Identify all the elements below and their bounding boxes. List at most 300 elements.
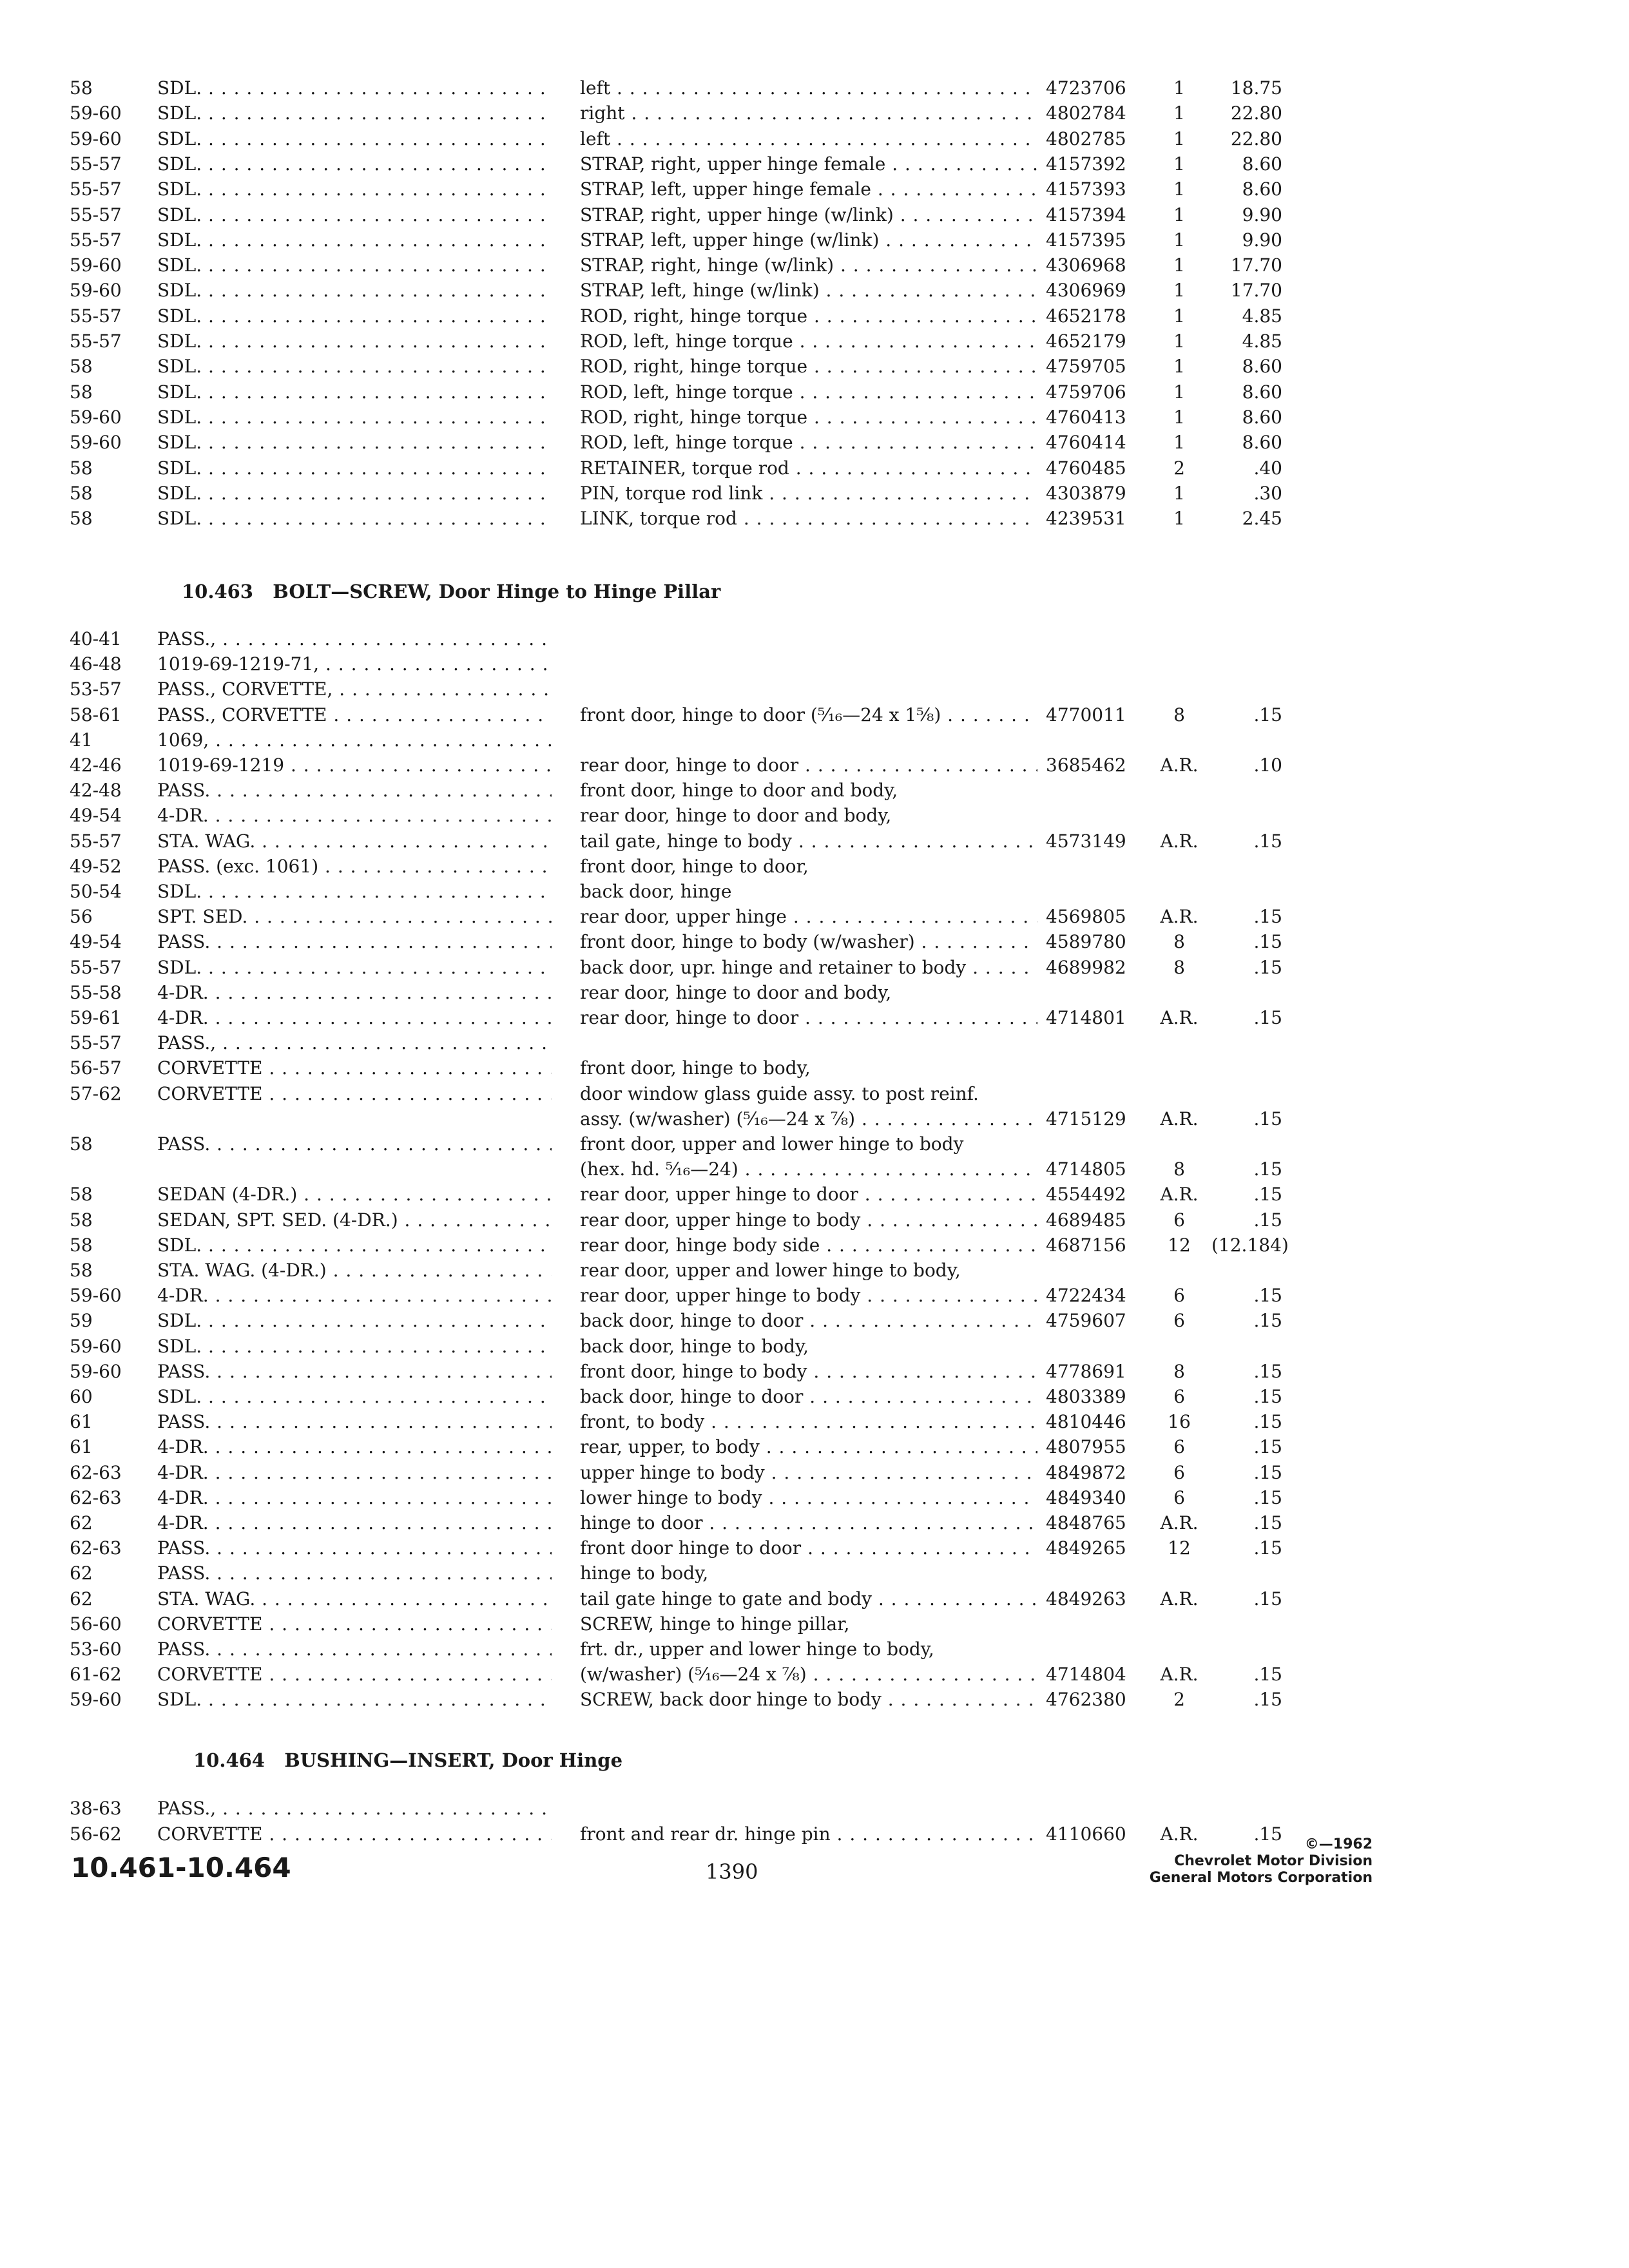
section-10-464-heading	[193, 1747, 622, 1773]
part-number-cell: 4306969	[1046, 280, 1126, 302]
part-number-cell: 4760485	[1046, 457, 1126, 479]
model-cell: PASS. . . .	[157, 778, 552, 803]
quantity-cell: A.R.	[1160, 1007, 1199, 1028]
year-cell: 59-60	[70, 280, 122, 302]
model-cell: SDL. . . .	[157, 955, 552, 981]
model-cell: SDL. . . .	[157, 101, 552, 126]
year-cell: 50-54	[70, 881, 122, 902]
price-cell: .15	[1253, 1108, 1282, 1129]
part-number-cell: 4849265	[1046, 1537, 1126, 1559]
description-cell: front and rear dr. hinge pin . . .	[580, 1821, 1037, 1847]
year-cell: 55-57	[70, 305, 122, 327]
model-cell: PASS. . . .	[157, 1409, 552, 1435]
description-cell: rear door, upper hinge . . .	[580, 904, 1037, 930]
year-cell: 55-57	[70, 331, 122, 352]
quantity-cell: 1	[1173, 406, 1185, 428]
year-cell: 61	[70, 1436, 93, 1458]
description-cell: rear door, upper hinge to door . . .	[580, 1182, 1037, 1207]
price-cell: 2.45	[1242, 508, 1282, 530]
year-cell: 53-57	[70, 678, 122, 700]
description-cell: STRAP, right, hinge (w/link) . . .	[580, 253, 1037, 278]
description-cell: STRAP, left, upper hinge (w/link) . . .	[580, 227, 1037, 253]
model-cell: PASS. . . .	[157, 1359, 552, 1385]
quantity-cell: 8	[1173, 704, 1185, 726]
description-cell: upper hinge to body . . .	[580, 1460, 1037, 1486]
description-cell: tail gate, hinge to body . . .	[580, 829, 1037, 854]
price-cell: 9.90	[1242, 229, 1282, 251]
model-cell: 4-DR. . . .	[157, 1510, 552, 1536]
publisher-corporation: General Motors Corporation	[1149, 1870, 1373, 1886]
table-row	[0, 1131, 1629, 1157]
year-cell: 61	[70, 1411, 93, 1433]
description-cell: LINK, torque rod . . .	[580, 506, 1037, 532]
quantity-cell: 2	[1173, 1689, 1185, 1711]
price-cell: .15	[1253, 1486, 1282, 1508]
price-cell: .15	[1253, 956, 1282, 978]
model-cell: PASS., . . .	[157, 1030, 552, 1056]
table-row	[0, 1485, 1629, 1511]
quantity-cell: 1	[1173, 128, 1185, 149]
price-cell: .15	[1253, 1689, 1282, 1711]
model-cell: 4-DR. . . .	[157, 1005, 552, 1031]
year-cell: 58	[70, 381, 93, 403]
description-cell: front door, hinge to body . . .	[580, 1359, 1037, 1385]
model-cell: STA. WAG. . . .	[157, 829, 552, 854]
description-cell: PIN, torque rod link . . .	[580, 481, 1037, 506]
price-cell: .30	[1253, 482, 1282, 504]
part-number-cell: 4239531	[1046, 508, 1126, 530]
part-number-cell: 4689982	[1046, 956, 1126, 978]
part-number-cell: 4303879	[1046, 482, 1126, 504]
year-cell: 55-57	[70, 229, 122, 251]
table-row	[0, 1510, 1629, 1536]
table-row	[0, 702, 1629, 728]
table-row	[0, 1821, 1629, 1847]
price-cell: 8.60	[1242, 381, 1282, 403]
year-cell: 49-52	[70, 855, 122, 877]
model-cell: SDL. . . .	[157, 506, 552, 532]
model-cell: SPT. SED. . . .	[157, 904, 552, 930]
table-row	[0, 1005, 1629, 1031]
table-row	[0, 1157, 1629, 1182]
model-cell: 4-DR. . . .	[157, 1460, 552, 1486]
table-row	[0, 101, 1629, 126]
description-cell: ROD, right, hinge torque . . .	[580, 303, 1037, 329]
table-row	[0, 1258, 1629, 1283]
model-cell: STA. WAG. . . .	[157, 1586, 552, 1612]
price-cell: .15	[1253, 1184, 1282, 1206]
year-cell: 38-63	[70, 1798, 122, 1819]
description-cell: lower hinge to body . . .	[580, 1485, 1037, 1511]
model-cell: PASS., CORVETTE . . .	[157, 702, 552, 728]
model-cell: STA. WAG. (4-DR.) . . .	[157, 1258, 552, 1283]
year-cell: 59-60	[70, 1689, 122, 1711]
year-cell: 42-46	[70, 754, 122, 776]
description-cell: assy. (w/washer) (⁵⁄₁₆—24 x ⁷⁄₈) . . .	[580, 1106, 1037, 1132]
part-number-cell: 4723706	[1046, 77, 1126, 99]
part-number-cell: 4652179	[1046, 331, 1126, 352]
table-row	[0, 1207, 1629, 1233]
table-row	[0, 1081, 1629, 1107]
table-row	[0, 1662, 1629, 1687]
part-number-cell: 4157393	[1046, 178, 1126, 200]
description-cell: frt. dr., upper and lower hinge to body,	[580, 1639, 934, 1660]
model-cell: SDL. . . .	[157, 303, 552, 329]
description-cell: tail gate hinge to gate and body . . .	[580, 1586, 1037, 1612]
price-cell: (12.184)	[1211, 1234, 1289, 1256]
section-title: BUSHING—INSERT, Door Hinge	[284, 1749, 623, 1771]
quantity-cell: A.R.	[1160, 1184, 1199, 1206]
quantity-cell: 1	[1173, 482, 1185, 504]
table-row	[0, 380, 1629, 405]
model-cell: 1019-69-1219-71, . . .	[157, 651, 552, 677]
year-cell: 59-60	[70, 1285, 122, 1307]
model-cell: CORVETTE . . .	[157, 1662, 552, 1687]
page-number: 1390	[706, 1860, 758, 1884]
table-row	[0, 1384, 1629, 1410]
model-cell: PASS. . . .	[157, 1535, 552, 1561]
quantity-cell: 6	[1173, 1486, 1185, 1508]
part-number-cell: 4807955	[1046, 1436, 1126, 1458]
table-row	[0, 1030, 1629, 1056]
price-cell: .15	[1253, 1411, 1282, 1433]
model-cell: 4-DR. . . .	[157, 1283, 552, 1309]
table-row	[0, 980, 1629, 1006]
price-cell: .15	[1253, 1360, 1282, 1382]
table-row	[0, 626, 1629, 652]
table-row	[0, 430, 1629, 456]
part-number-cell: 3685462	[1046, 754, 1126, 776]
table-row	[0, 202, 1629, 228]
price-cell: 4.85	[1242, 305, 1282, 327]
quantity-cell: 1	[1173, 356, 1185, 378]
table-row	[0, 1055, 1629, 1081]
table-row	[0, 329, 1629, 354]
table-row	[0, 904, 1629, 930]
price-cell: 18.75	[1230, 77, 1282, 99]
quantity-cell: A.R.	[1160, 830, 1199, 852]
year-cell: 55-57	[70, 178, 122, 200]
part-number-cell: 4306968	[1046, 255, 1126, 276]
description-cell: rear door, upper hinge to body . . .	[580, 1283, 1037, 1309]
part-number-cell: 4554492	[1046, 1184, 1126, 1206]
description-cell: SCREW, back door hinge to body . . .	[580, 1687, 1037, 1713]
year-cell: 61-62	[70, 1664, 122, 1686]
model-cell: SDL. . . .	[157, 1233, 552, 1258]
part-number-cell: 4760413	[1046, 406, 1126, 428]
table-row	[0, 303, 1629, 329]
price-cell: 8.60	[1242, 406, 1282, 428]
quantity-cell: A.R.	[1160, 1664, 1199, 1686]
model-cell: 4-DR. . . .	[157, 1485, 552, 1511]
table-row	[0, 677, 1629, 702]
description-cell: back door, hinge to door . . .	[580, 1384, 1037, 1410]
quantity-cell: 8	[1173, 956, 1185, 978]
model-cell: 1019-69-1219 . . .	[157, 753, 552, 778]
quantity-cell: 1	[1173, 229, 1185, 251]
quantity-cell: 6	[1173, 1436, 1185, 1458]
price-cell: 8.60	[1242, 178, 1282, 200]
model-cell: PASS. . . .	[157, 929, 552, 955]
table-row	[0, 227, 1629, 253]
part-number-cell: 4760414	[1046, 432, 1126, 454]
description-cell: rear door, hinge to door and body,	[580, 981, 892, 1003]
description-cell: STRAP, left, hinge (w/link) . . .	[580, 278, 1037, 303]
section-number: 10.463	[182, 581, 253, 602]
part-number-cell: 4652178	[1046, 305, 1126, 327]
section-10-463-heading	[182, 579, 720, 604]
model-cell: PASS., . . .	[157, 626, 552, 652]
year-cell: 46-48	[70, 653, 122, 675]
table-row	[0, 803, 1629, 829]
year-cell: 49-54	[70, 805, 122, 827]
price-cell: 22.80	[1230, 128, 1282, 149]
year-cell: 58	[70, 77, 93, 99]
description-cell: front door, hinge to door and body,	[580, 780, 898, 802]
part-number-cell: 4803389	[1046, 1386, 1126, 1407]
quantity-cell: 1	[1173, 305, 1185, 327]
quantity-cell: 6	[1173, 1310, 1185, 1332]
quantity-cell: 1	[1173, 331, 1185, 352]
copyright: ©—1962	[1304, 1836, 1373, 1852]
model-cell: SDL. . . .	[157, 1308, 552, 1334]
price-cell: .15	[1253, 931, 1282, 953]
section-title: BOLT—SCREW, Door Hinge to Hinge Pillar	[273, 581, 721, 602]
part-number-cell: 4759706	[1046, 381, 1126, 403]
year-cell: 53-60	[70, 1639, 122, 1660]
description-cell: front door, upper and lower hinge to body	[580, 1133, 964, 1155]
price-cell: 8.60	[1242, 153, 1282, 175]
model-cell: SDL. . . .	[157, 481, 552, 506]
quantity-cell: A.R.	[1160, 1588, 1199, 1610]
quantity-cell: A.R.	[1160, 906, 1199, 928]
description-cell: rear door, hinge body side . . .	[580, 1233, 1037, 1258]
part-number-cell: 4759705	[1046, 356, 1126, 378]
table-row	[0, 354, 1629, 380]
year-cell: 58	[70, 508, 93, 530]
table-row	[0, 1233, 1629, 1258]
part-number-cell: 4849340	[1046, 1486, 1126, 1508]
description-cell: SCREW, hinge to hinge pillar,	[580, 1613, 850, 1635]
description-cell: rear door, upper hinge to body . . .	[580, 1207, 1037, 1233]
model-cell: CORVETTE . . .	[157, 1821, 552, 1847]
description-cell: STRAP, left, upper hinge female . . .	[580, 177, 1037, 202]
model-cell: CORVETTE . . .	[157, 1055, 552, 1081]
price-cell: 8.60	[1242, 432, 1282, 454]
part-number-cell: 4810446	[1046, 1411, 1126, 1433]
description-cell: ROD, left, hinge torque . . .	[580, 430, 1037, 456]
model-cell: SDL. . . .	[157, 354, 552, 380]
part-number-cell: 4778691	[1046, 1360, 1126, 1382]
description-cell: front door hinge to door . . .	[580, 1535, 1037, 1561]
table-row	[0, 253, 1629, 278]
quantity-cell: 8	[1173, 931, 1185, 953]
year-cell: 57-62	[70, 1082, 122, 1104]
part-number-cell: 4714805	[1046, 1158, 1126, 1180]
quantity-cell: 1	[1173, 153, 1185, 175]
description-cell: back door, hinge	[580, 881, 732, 902]
table-row	[0, 126, 1629, 152]
part-number-cell: 4759607	[1046, 1310, 1126, 1332]
description-cell: rear door, upper and lower hinge to body,	[580, 1260, 961, 1281]
part-number-cell: 4802784	[1046, 102, 1126, 124]
year-cell: 62-63	[70, 1461, 122, 1483]
model-cell: SDL. . . .	[157, 1687, 552, 1713]
model-cell: SDL. . . .	[157, 253, 552, 278]
table-row	[0, 1106, 1629, 1132]
model-cell: PASS. . . .	[157, 1131, 552, 1157]
price-cell: .15	[1253, 1664, 1282, 1686]
description-cell: hinge to door . . .	[580, 1510, 1037, 1536]
year-cell: 58	[70, 1260, 93, 1281]
year-cell: 58	[70, 1234, 93, 1256]
description-cell: left . . .	[580, 126, 1037, 152]
description-cell: (hex. hd. ⁵⁄₁₆—24) . . .	[580, 1157, 1037, 1182]
year-cell: 59-60	[70, 1335, 122, 1357]
description-cell: ROD, right, hinge torque . . .	[580, 354, 1037, 380]
year-cell: 59-60	[70, 128, 122, 149]
price-cell: 17.70	[1230, 280, 1282, 302]
part-number-cell: 4110660	[1046, 1823, 1126, 1845]
price-cell: 9.90	[1242, 204, 1282, 226]
page-range: 10.461-10.464	[71, 1852, 291, 1883]
table-row	[0, 1561, 1629, 1586]
quantity-cell: A.R.	[1160, 1512, 1199, 1533]
model-cell: SDL. . . .	[157, 430, 552, 456]
table-row	[0, 879, 1629, 905]
model-cell: SDL. . . .	[157, 380, 552, 405]
price-cell: 4.85	[1242, 331, 1282, 352]
quantity-cell: 1	[1173, 432, 1185, 454]
part-number-cell: 4848765	[1046, 1512, 1126, 1533]
table-row	[0, 727, 1629, 753]
price-cell: .15	[1253, 906, 1282, 928]
price-cell: .15	[1253, 1537, 1282, 1559]
quantity-cell: 16	[1168, 1411, 1191, 1433]
year-cell: 58	[70, 356, 93, 378]
table-row	[0, 1283, 1629, 1309]
quantity-cell: 6	[1173, 1461, 1185, 1483]
year-cell: 59-60	[70, 255, 122, 276]
year-cell: 56-57	[70, 1057, 122, 1079]
table-row	[0, 929, 1629, 955]
table-row	[0, 1535, 1629, 1561]
quantity-cell: 1	[1173, 77, 1185, 99]
model-cell: PASS., CORVETTE, . . .	[157, 677, 552, 702]
year-cell: 62	[70, 1562, 93, 1584]
part-number-cell: 4714801	[1046, 1007, 1126, 1028]
price-cell: .15	[1253, 1823, 1282, 1845]
table-row	[0, 1334, 1629, 1360]
quantity-cell: 1	[1173, 204, 1185, 226]
model-cell: SDL. . . .	[157, 329, 552, 354]
price-cell: .15	[1253, 1285, 1282, 1307]
year-cell: 55-57	[70, 956, 122, 978]
year-cell: 58	[70, 482, 93, 504]
model-cell: SDL. . . .	[157, 75, 552, 101]
year-cell: 59-60	[70, 102, 122, 124]
part-number-cell: 4715129	[1046, 1108, 1126, 1129]
model-cell: 4-DR. . . .	[157, 1434, 552, 1460]
quantity-cell: 2	[1173, 457, 1185, 479]
model-cell: SDL. . . .	[157, 126, 552, 152]
year-cell: 55-58	[70, 981, 122, 1003]
price-cell: .15	[1253, 1588, 1282, 1610]
quantity-cell: 12	[1168, 1537, 1191, 1559]
table-row	[0, 75, 1629, 101]
price-cell: .15	[1253, 830, 1282, 852]
quantity-cell: 8	[1173, 1158, 1185, 1180]
price-cell: 17.70	[1230, 255, 1282, 276]
table-row	[0, 1182, 1629, 1207]
quantity-cell: 1	[1173, 508, 1185, 530]
price-cell: .15	[1253, 1209, 1282, 1231]
table-row	[0, 151, 1629, 177]
table-row	[0, 778, 1629, 803]
table-row	[0, 1308, 1629, 1334]
year-cell: 59-60	[70, 1360, 122, 1382]
quantity-cell: 1	[1173, 280, 1185, 302]
price-cell: .15	[1253, 704, 1282, 726]
year-cell: 55-57	[70, 204, 122, 226]
model-cell: PASS. . . .	[157, 1637, 552, 1662]
table-row	[0, 1359, 1629, 1385]
publisher-block	[1089, 1836, 1373, 1887]
table-row	[0, 1637, 1629, 1662]
price-cell: .15	[1253, 1436, 1282, 1458]
model-cell: PASS. . . .	[157, 1561, 552, 1586]
description-cell: back door, upr. hinge and retainer to body . . .	[580, 955, 1037, 981]
description-cell: STRAP, right, upper hinge female . . .	[580, 151, 1037, 177]
year-cell: 49-54	[70, 931, 122, 953]
model-cell: SDL. . . .	[157, 177, 552, 202]
table-row	[0, 753, 1629, 778]
quantity-cell: A.R.	[1160, 1823, 1199, 1845]
price-cell: .15	[1253, 1158, 1282, 1180]
table-row	[0, 456, 1629, 481]
table-row	[0, 506, 1629, 532]
description-cell: ROD, left, hinge torque . . .	[580, 380, 1037, 405]
section-number: 10.464	[193, 1749, 265, 1771]
year-cell: 58	[70, 1133, 93, 1155]
quantity-cell: 1	[1173, 102, 1185, 124]
publisher-division: Chevrolet Motor Division	[1174, 1853, 1373, 1869]
model-cell: SDL. . . .	[157, 456, 552, 481]
quantity-cell: A.R.	[1160, 1108, 1199, 1129]
part-number-cell: 4802785	[1046, 128, 1126, 149]
year-cell: 62	[70, 1588, 93, 1610]
part-number-cell: 4157395	[1046, 229, 1126, 251]
description-cell: front door, hinge to body (w/washer) . . .	[580, 929, 1037, 955]
year-cell: 62-63	[70, 1486, 122, 1508]
year-cell: 62-63	[70, 1537, 122, 1559]
table-row	[0, 405, 1629, 430]
price-cell: 22.80	[1230, 102, 1282, 124]
description-cell: hinge to body,	[580, 1562, 709, 1584]
part-number-cell: 4849263	[1046, 1588, 1126, 1610]
year-cell: 56-62	[70, 1823, 122, 1845]
quantity-cell: A.R.	[1160, 754, 1199, 776]
quantity-cell: 1	[1173, 381, 1185, 403]
model-cell: SDL. . . .	[157, 227, 552, 253]
table-row	[0, 1409, 1629, 1435]
description-cell: ROD, right, hinge torque . . .	[580, 405, 1037, 430]
part-number-cell: 4573149	[1046, 830, 1126, 852]
year-cell: 59-61	[70, 1007, 122, 1028]
description-cell: back door, hinge to door . . .	[580, 1308, 1037, 1334]
description-cell: front door, hinge to door,	[580, 855, 809, 877]
quantity-cell: 12	[1168, 1234, 1191, 1256]
